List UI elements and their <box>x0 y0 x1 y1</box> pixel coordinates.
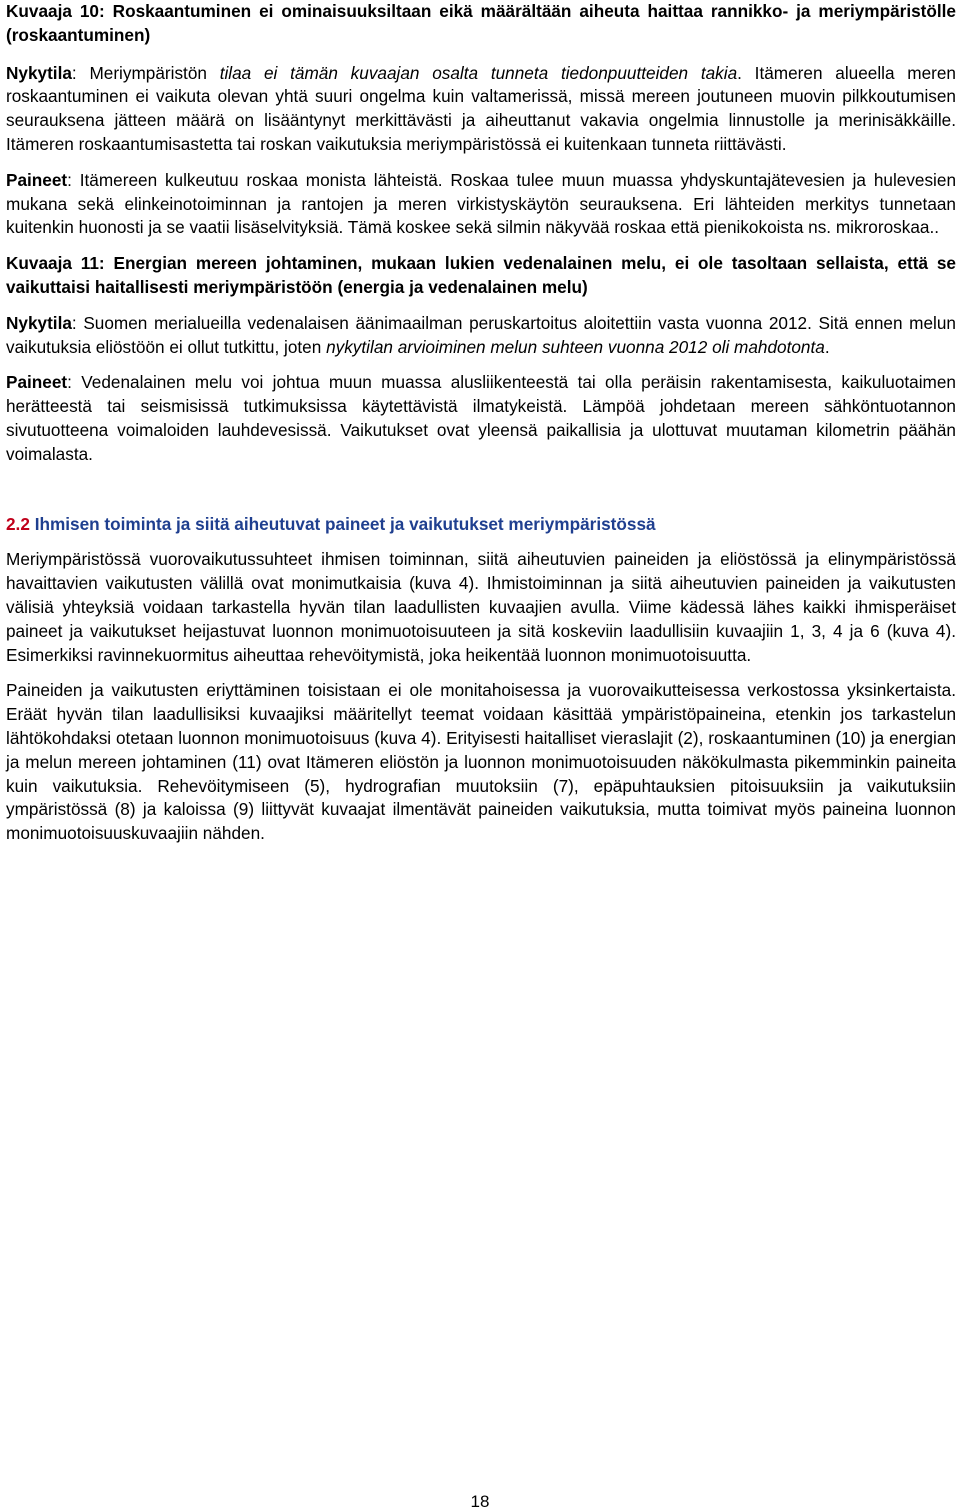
page-number: 18 <box>470 1492 490 1511</box>
section-paragraph-1: Meriympäristössä vuorovaikutussuhteet ihmisen toiminnan, siitä aiheutuvien paineiden ja eliöstössä ja elinympäristössä havaittavien vaikutusten välillä ovat monimutkaisia (kuva 4). Ihmistoiminnan ja siitä aiheutuvien paineiden ja vaikutusten välisiä yhteyksiä voidaan tarkastella hyvän tilan laadullisten kuvaajien avulla. Viime kädessä lähes kaikki ihmisperäiset paineet ja vaikutukset heijastuvat luonnon monimuotoisuuteen ja sitä koskeviin laadullisiin kuvaajiin 1, 3, 4 ja 6 (kuva 4). Esimerkiksi ravinnekuormitus aiheuttaa rehevöitymistä, joka heikentää luonnon monimuotoisuutta. <box>6 549 956 665</box>
k10-paineet-paragraph <box>6 169 956 240</box>
k11-paineet-paragraph <box>6 371 956 466</box>
section-number: 2.2 <box>6 513 30 534</box>
document-page <box>6 0 956 846</box>
k10-nykytila-italic: tilaa ei tämän kuvaajan osalta tunneta tiedonpuutteiden takia <box>219 62 738 83</box>
section-paragraph-2: Paineiden ja vaikutusten eriyttäminen toisistaan ei ole monitahoisessa ja vuorovaikutteisessa verkostossa yksinkertaista. Eräät hyvän tilan laadullisiksi kuvaajiksi määritellyt teemat voidaan käsittää ympäristöpaineina, etenkin jos tarkastelun lähtökohdaksi otetaan luonnon monimuotoisuus (kuva 4). Erityisesti haitalliset vieraslajit (2), roskaantuminen (10) ja energian ja melun mereen johtaminen (11) ovat Itämeren eliöstön ja luonnon monimuotoisuuden näkökulmasta pikemminkin paineita kuin vaikutuksia. Rehevöitymiseen (5), hydrografian muutoksiin (7), epäpuhtauksien pitoisuuksiin ja vaikutuksiin ympäristössä (8) ja kaloissa (9) liittyvät kuvaajat ilmentävät paineiden vaikutuksia, mutta toimivat myös paineina luonnon monimuotoisuuskuvaajiin nähden. <box>6 680 956 844</box>
k11-nykytila-text-b: . <box>824 336 830 357</box>
section-title: Ihmisen toiminta ja siitä aiheutuvat paineet ja vaikutukset meriympäristössä <box>34 513 656 534</box>
k10-heading: Kuvaaja 10: Roskaantuminen ei ominaisuuksiltaan eikä määrältään aiheuta haittaa rannikko- ja meriympäristölle (roskaantuminen) <box>6 1 956 45</box>
k10-nykytila-paragraph <box>6 62 956 157</box>
k10-paineet-text: : Itämereen kulkeutuu roskaa monista lähteistä. Roskaa tulee muun muassa yhdyskuntajätevesien ja hulevesien mukana sekä elinkeinotoiminnan ja rantojen ja meren virkistyskäytön seurauksena. Eri lähteiden merkitys tunnetaan kuitenkin huonosti ja se vaatii lisäselvityksiä. Tämä koskee sekä silmin näkyvää roskaa että pienikokoista ns. mikroroskaa.. <box>6 169 956 238</box>
k11-paineet-text: : Vedenalainen melu voi johtua muun muassa alusliikenteestä tai olla peräisin rakentamisesta, kaikuluotaimen herätteestä tai seismisissä tutkimuksissa käytettävistä ilmatykeistä. Lämpöä johdetaan mereen sähköntuotannon sivutuotteena voimaloiden lauhdevesissä. Vaikutukset ovat yleensä paikallisia ja ulottuvat muutaman kilometrin päähän voimalasta. <box>6 372 956 464</box>
k10-paineet-label: Paineet <box>6 169 68 190</box>
k11-nykytila-text-a: : Suomen merialueilla vedenalaisen äänimaailman peruskartoitus aloitettiin vasta vuonna 2012. Sitä ennen melun vaikutuksia eliöstöön ei ollut tutkittu, joten <box>6 312 956 357</box>
k11-paineet-label: Paineet <box>6 372 68 393</box>
k10-nykytila-label: Nykytila <box>6 62 72 83</box>
k10-nykytila-text-b: . Itämeren alueella meren roskaantuminen ei vaikuta olevan yhtä suuri ongelma kuin valtamerissä, missä mereen joutuneen muovin pilkkoutumisen seurauksena jätteen määrä on lisääntynyt merkittävästi ja aiheuttanut vakavia ongelmia linnustolle ja merinisäkkäille. Itämeren roskaantumisastetta tai roskan vaikutuksia meriympäristössä ei kuitenkaan tunneta riittävästi. <box>6 62 956 154</box>
k11-nykytila-label: Nykytila <box>6 312 72 333</box>
k11-nykytila-paragraph <box>6 312 956 360</box>
k11-heading: Kuvaaja 11: Energian mereen johtaminen, mukaan lukien vedenalainen melu, ei ole tasoltaan sellaista, että se vaikuttaisi haitallisesti meriympäristöön (energia ja vedenalainen melu) <box>6 253 956 297</box>
section-heading <box>6 513 956 537</box>
k10-nykytila-text-a: : Meriympäristön <box>71 62 220 83</box>
k11-nykytila-italic: nykytilan arvioiminen melun suhteen vuonna 2012 oli mahdotonta <box>326 336 825 357</box>
